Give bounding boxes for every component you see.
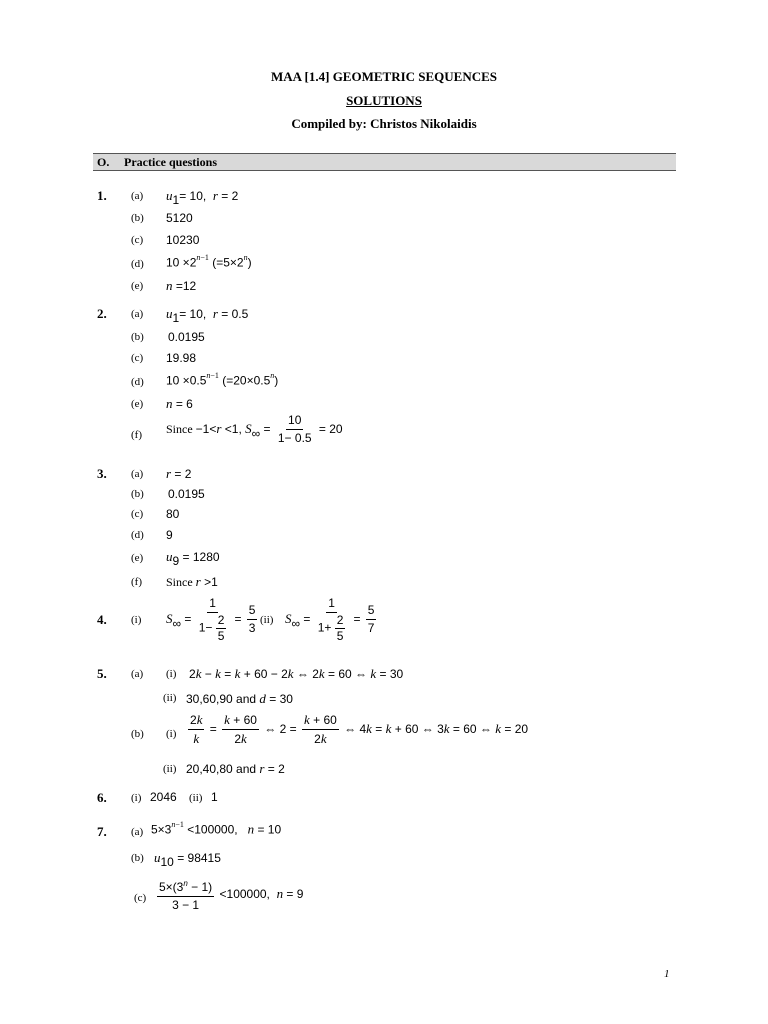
part-label: (a)	[131, 308, 144, 320]
part-label: (e)	[131, 280, 144, 292]
answer-q1d: $10 \times 2^{n-1}$ $(=5\times 2^n)$	[166, 253, 252, 270]
part-label: (c)	[131, 352, 144, 364]
answer-q5bii: 20,40,80 and r = 2	[186, 761, 285, 776]
part-label: (i)	[131, 792, 142, 804]
document-author: Compiled by: Christos Nikolaidis	[291, 116, 477, 131]
answer-q5aii: 30,60,90 and d = 30	[186, 691, 293, 706]
answer-q1e: n =12	[166, 278, 197, 293]
part-label: (b)	[131, 212, 144, 224]
part-label: (ii)	[260, 614, 274, 626]
answer-q1c: 10230	[166, 233, 200, 247]
answer-q5bi: $\frac{2k}{k}$ = $\frac{k + 60}{2k}$ ⇔ 2 = $\frac{k + 60}{2k}$ ⇔ 4k = k + 60 ⇔ 3k = 60 ⇔ k = 20	[190, 712, 529, 746]
page-number: 1	[664, 968, 670, 980]
answer-q1a: $u_1= 10$, r = 2	[166, 188, 239, 208]
answer-q5ai: 2k − k = k + 60 − 2k ⇔ 2k = 60 ⇔ k = 30	[189, 666, 404, 681]
question-number: 4.	[97, 612, 107, 627]
question-number: 6.	[97, 790, 107, 805]
part-label: (b)	[131, 331, 144, 343]
part-label: (f)	[131, 429, 142, 441]
answer-q2b: 0.0195	[168, 330, 205, 344]
part-label: (ii)	[163, 692, 177, 704]
part-label: (a)	[131, 468, 144, 480]
answer-q2a: $u_1= 10$, r = 0.5	[166, 306, 249, 326]
answer-q4ii: $S_\infty$ = 1 1+ $\frac{2}{5}$ = $\frac{5}{7}$	[285, 596, 375, 643]
question-number: 5.	[97, 666, 107, 681]
answer-q7a: $5\times 3^{n-1} <100000$, n = 10	[151, 820, 282, 837]
part-label: (d)	[131, 258, 144, 270]
part-label: (a)	[131, 668, 144, 680]
part-label: (c)	[131, 234, 144, 246]
section-number: O.	[97, 155, 110, 169]
part-label: (ii)	[189, 792, 203, 804]
question-number: 2.	[97, 306, 107, 321]
answer-q2f: Since −1<r <1, $S_\infty$ = $\frac{10}{1- 0.5}$ = 20	[166, 413, 343, 445]
answer-q6i: 2046	[150, 790, 177, 804]
answer-q2d: $10 \times 0.5^{n-1}$ $(=20\times 0.5^n)$	[166, 371, 279, 388]
part-label: (i)	[166, 668, 177, 680]
part-label: (b)	[131, 488, 144, 500]
part-label: (d)	[131, 529, 144, 541]
part-label: (ii)	[163, 763, 177, 775]
answer-q1b: 5120	[166, 211, 193, 225]
answer-q3e: $u_9 = 1280$	[166, 549, 220, 569]
answer-q3a: r = 2	[166, 466, 192, 481]
part-label: (b)	[131, 852, 144, 864]
part-label: (b)	[131, 728, 144, 740]
part-label: (d)	[131, 376, 144, 388]
part-label: (e)	[131, 398, 144, 410]
part-label: (i)	[131, 614, 142, 626]
section-header	[93, 153, 676, 171]
answer-q3c: 80	[166, 507, 180, 521]
answer-q3b: 0.0195	[168, 487, 205, 501]
part-label: (c)	[131, 508, 144, 520]
question-number: 7.	[97, 824, 107, 839]
answer-q3f: Since r >1	[166, 574, 218, 589]
part-label: (e)	[131, 552, 144, 564]
answer-q7c: $\frac{5\times(3^n - 1)}{3 - 1}$ <100000, n = 9	[155, 876, 303, 913]
part-label: (a)	[131, 190, 144, 202]
part-label: (a)	[131, 826, 144, 838]
answer-q6ii: 1	[211, 790, 218, 804]
answer-q4i: $S_\infty$ = 1 1− $\frac{2}{5}$ = $\frac{5}{3}$	[166, 596, 256, 643]
answer-q7b: $u_{10} = 98415$	[154, 850, 221, 870]
part-label: (i)	[166, 728, 177, 740]
answer-q2c: 19.98	[166, 351, 197, 365]
document-title: MAA [1.4] GEOMETRIC SEQUENCES	[270, 69, 498, 84]
part-label: (c)	[134, 892, 147, 904]
answer-q3d: 9	[166, 528, 173, 542]
section-title: Practice questions	[124, 155, 217, 169]
part-label: (f)	[131, 576, 142, 588]
question-number: 3.	[97, 466, 107, 481]
question-number: 1.	[97, 188, 107, 203]
answer-q2e: n = 6	[166, 396, 193, 411]
document-subtitle: SOLUTIONS	[346, 93, 422, 108]
